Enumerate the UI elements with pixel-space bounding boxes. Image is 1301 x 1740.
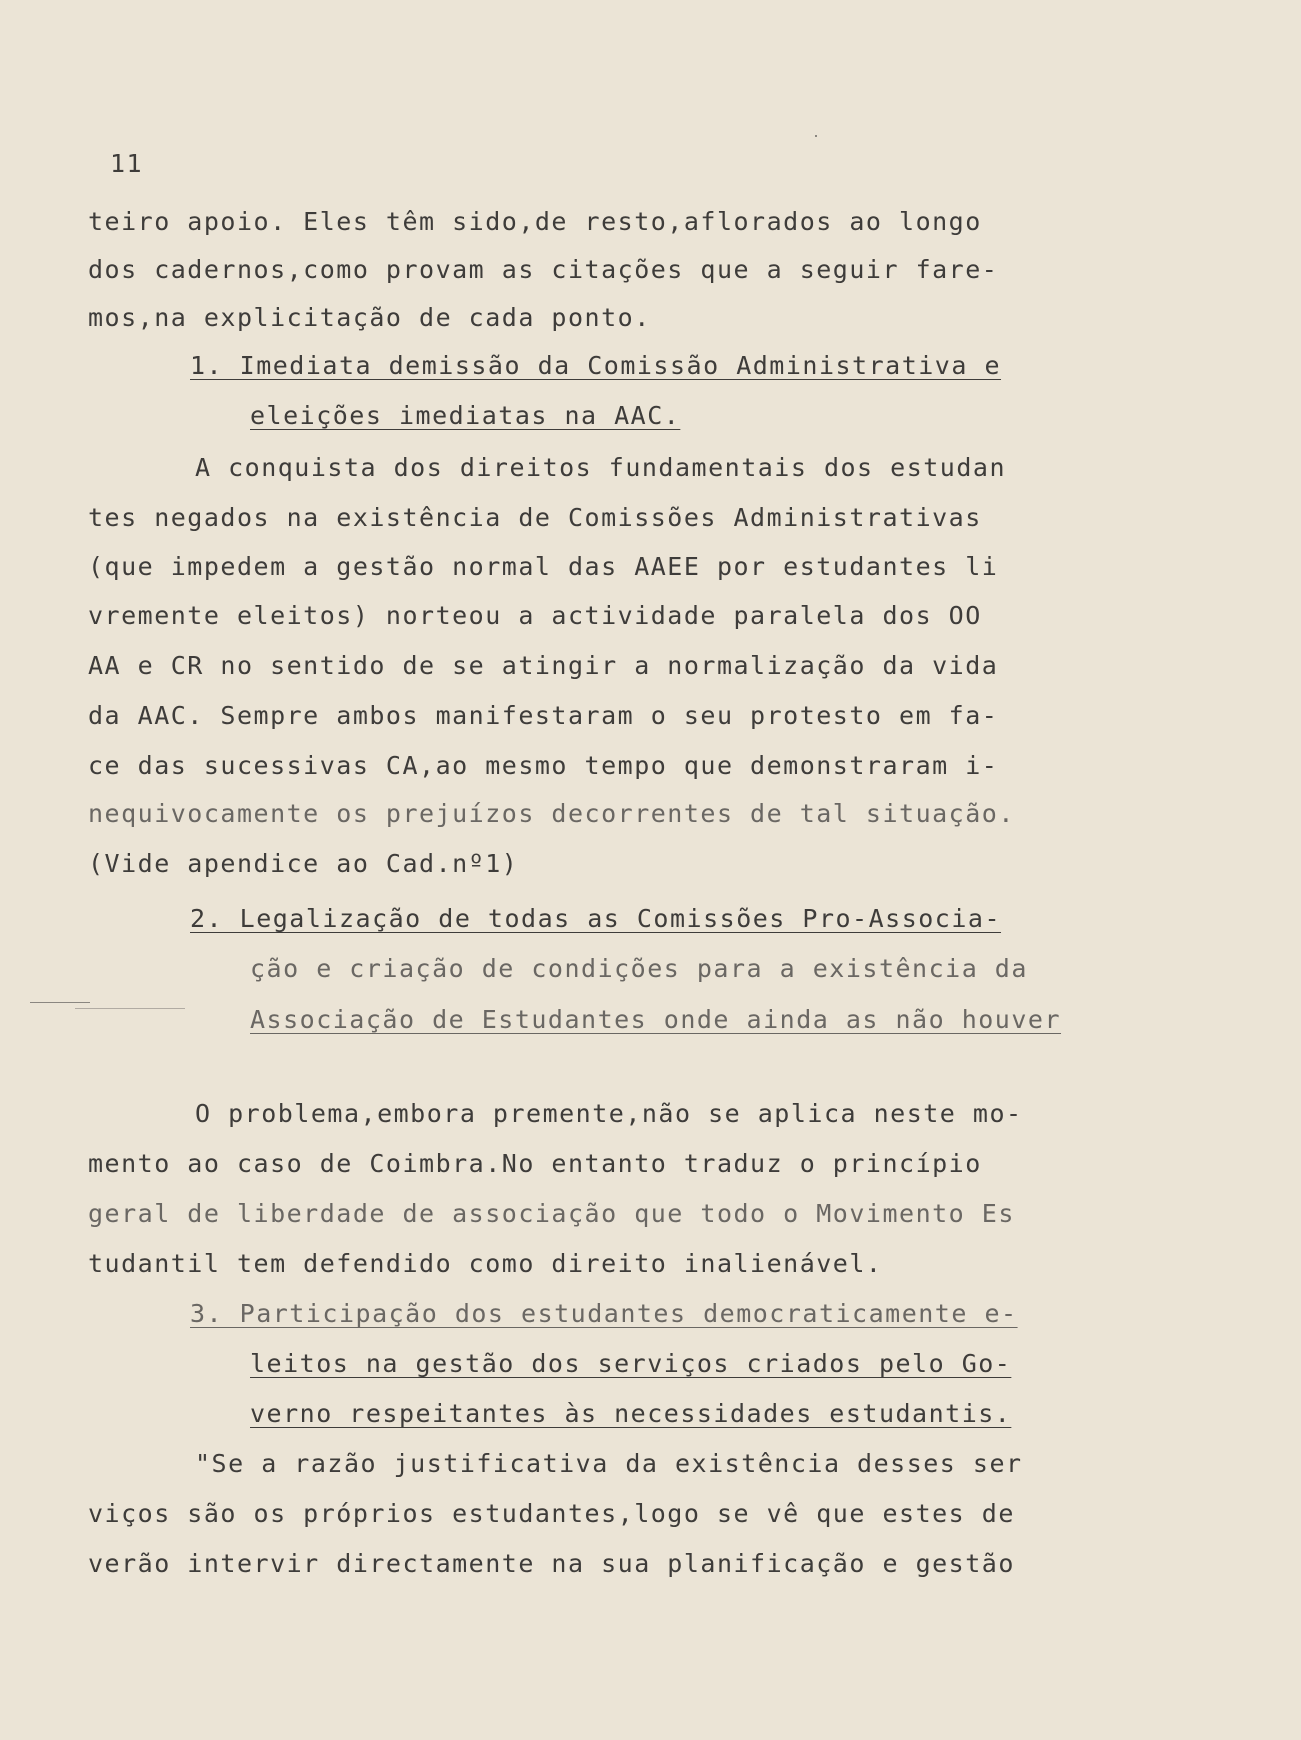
section-heading-1: 1. Imediata demissão da Comissão Administrativa e: [190, 351, 1002, 380]
text-line: tudantil tem defendido como direito inalienável.: [88, 1249, 883, 1278]
text-line: da AAC. Sempre ambos manifestaram o seu protesto em fa-: [88, 701, 999, 730]
text-line: nequivocamente os prejuízos decorrentes de tal situação.: [88, 799, 1015, 828]
section-heading-3: 3. Participação dos estudantes democraticamente e-: [190, 1299, 1018, 1328]
section-heading-2-cont: ção e criação de condições para a existência da: [250, 954, 1028, 983]
margin-scratch-mark: [75, 1008, 185, 1009]
text-line: vremente eleitos) norteou a actividade paralela dos OO: [88, 601, 982, 630]
section-heading-3-cont: verno respeitantes às necessidades estudantis.: [250, 1399, 1012, 1428]
quote-line: viços são os próprios estudantes,logo se vê que estes de: [88, 1499, 1015, 1528]
section-heading-3-cont: leitos na gestão dos serviços criados pelo Go-: [250, 1349, 1012, 1378]
text-line: geral de liberdade de associação que todo o Movimento Es: [88, 1199, 1015, 1228]
text-line: dos cadernos,como provam as citações que a seguir fare-: [88, 255, 999, 284]
margin-scratch-mark: [30, 1002, 90, 1003]
page-corner-mark: [815, 135, 817, 137]
text-line: (que impedem a gestão normal das AAEE por estudantes li: [88, 552, 999, 581]
text-line: tes negados na existência de Comissões Administrativas: [88, 503, 982, 532]
page-number: 11: [110, 149, 144, 178]
appendix-reference: (Vide apendice ao Cad.nº1): [88, 849, 519, 878]
paragraph-indent-line: A conquista dos direitos fundamentais dos estudan: [195, 453, 1007, 482]
section-heading-1-cont: eleições imediatas na AAC.: [250, 401, 681, 430]
quote-line: verão intervir directamente na sua planificação e gestão: [88, 1549, 1015, 1578]
section-heading-2-cont: Associação de Estudantes onde ainda as não houver: [250, 1005, 1062, 1034]
quote-line: "Se a razão justificativa da existência desses ser: [195, 1449, 1023, 1478]
text-line: mento ao caso de Coimbra.No entanto traduz o princípio: [88, 1149, 982, 1178]
text-line: teiro apoio. Eles têm sido,de resto,aflorados ao longo: [88, 207, 982, 236]
text-line: ce das sucessivas CA,ao mesmo tempo que demonstraram i-: [88, 751, 999, 780]
section-heading-2: 2. Legalização de todas as Comissões Pro-Associa-: [190, 904, 1002, 933]
text-line: mos,na explicitação de cada ponto.: [88, 303, 651, 332]
paragraph-indent-line: O problema,embora premente,não se aplica neste mo-: [195, 1099, 1023, 1128]
text-line: AA e CR no sentido de se atingir a normalização da vida: [88, 651, 999, 680]
